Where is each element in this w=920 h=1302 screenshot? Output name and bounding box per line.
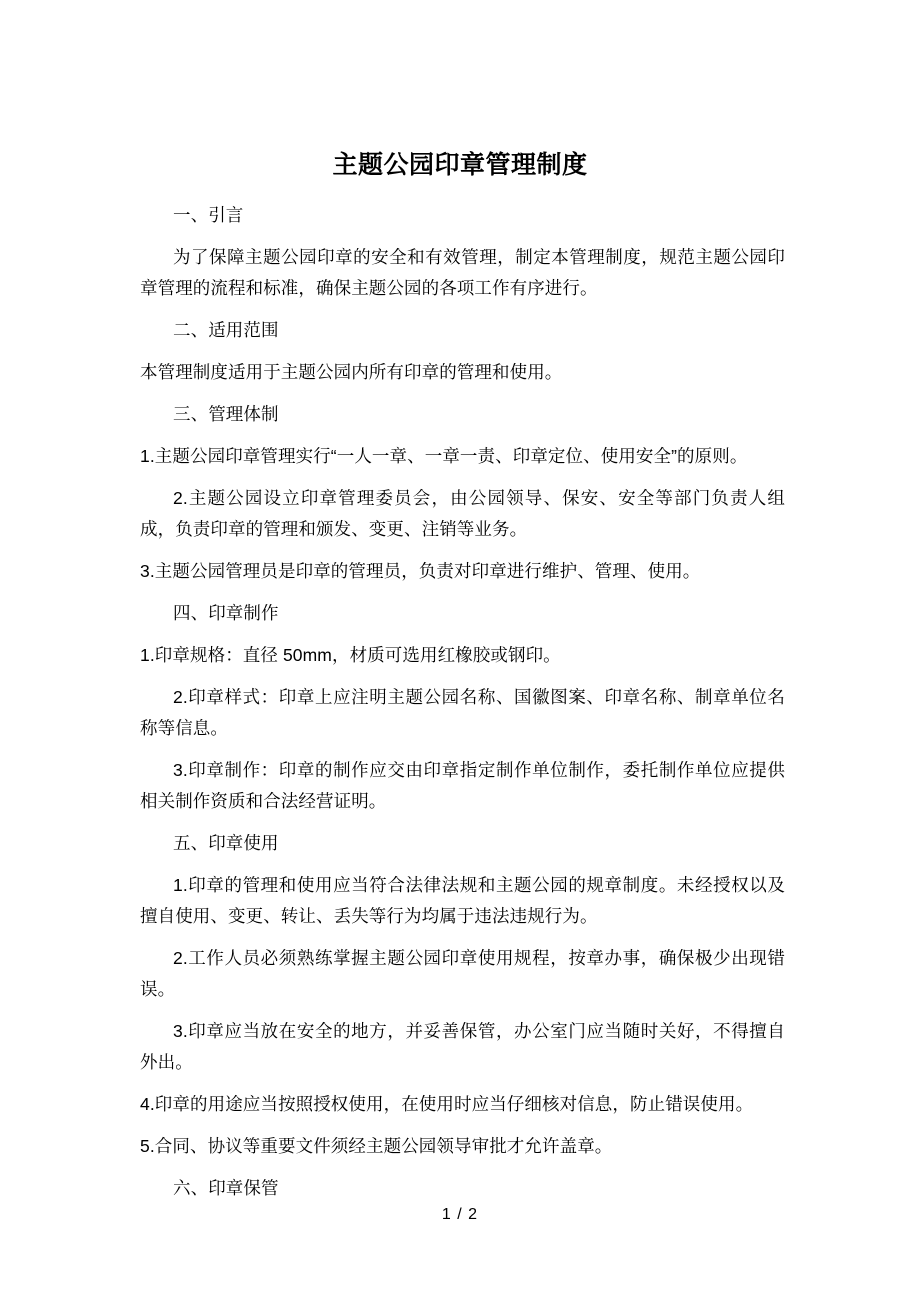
- body-paragraph: 3.印章应当放在安全的地方，并妥善保管，办公室门应当随时关好，不得擅自外出。: [140, 1021, 785, 1072]
- section-heading: 三、管理体制: [173, 404, 279, 424]
- body-paragraph: 3.主题公园管理员是印章的管理员，负责对印章进行维护、管理、使用。: [140, 561, 701, 581]
- body-paragraph: 为了保障主题公园印章的安全和有效管理，制定本管理制度，规范主题公园印章管理的流程和标准，确保主题公园的各项工作有序进行。: [140, 247, 785, 298]
- body-paragraph: 3.印章制作：印章的制作应交由印章指定制作单位制作，委托制作单位应提供相关制作资质和合法经营证明。: [140, 760, 785, 811]
- page-number-footer: 1 / 2: [441, 1206, 479, 1223]
- body-paragraph: 2.主题公园设立印章管理委员会，由公园领导、保安、安全等部门负责人组成，负责印章的管理和颁发、变更、注销等业务。: [140, 488, 785, 539]
- document-body: [140, 200, 785, 1215]
- section-heading: 二、适用范围: [173, 320, 279, 340]
- body-paragraph: 1.印章的管理和使用应当符合法律法规和主题公园的规章制度。未经授权以及擅自使用、变更、转让、丢失等行为均属于违法违规行为。: [140, 875, 785, 926]
- body-paragraph: 1.印章规格：直径 50mm，材质可选用红橡胶或钢印。: [140, 645, 561, 665]
- section-heading: 一、引言: [173, 205, 244, 225]
- section-heading: 五、印章使用: [173, 833, 279, 853]
- section-heading: 六、印章保管: [173, 1178, 279, 1198]
- body-paragraph: 4.印章的用途应当按照授权使用，在使用时应当仔细核对信息，防止错误使用。: [140, 1094, 754, 1114]
- body-paragraph: 本管理制度适用于主题公园内所有印章的管理和使用。: [140, 362, 563, 382]
- body-paragraph: 1.主题公园印章管理实行“一人一章、一章一责、印章定位、使用安全”的原则。: [140, 446, 748, 466]
- body-paragraph: 2.工作人员必须熟练掌握主题公园印章使用规程，按章办事，确保极少出现错误。: [140, 948, 785, 999]
- body-paragraph: 2.印章样式：印章上应注明主题公园名称、国徽图案、印章名称、制章单位名称等信息。: [140, 687, 785, 738]
- section-heading: 四、印章制作: [173, 603, 279, 623]
- body-paragraph: 5.合同、协议等重要文件须经主题公园领导审批才允许盖章。: [140, 1136, 613, 1156]
- page-title: 主题公园印章管理制度: [332, 150, 588, 179]
